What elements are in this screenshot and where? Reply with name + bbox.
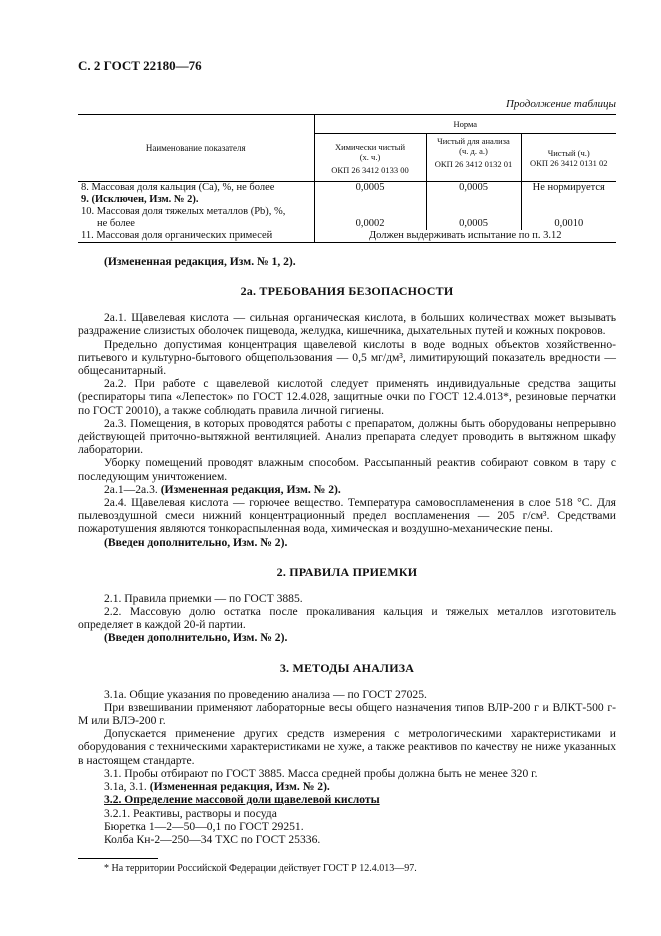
table-row: 10. Массовая доля тяжелых металлов (Pb), %, не более 0,0002 0,0005 0,0010 (78, 206, 616, 230)
paragraph: Допускается применение других средств измерения с метрологическими характеристиками и оборудования с техническими характеристиками не хуже, а также реактивов по качеству не ниже указанных в настоящем стандарте. (78, 727, 616, 767)
page-header: С. 2 ГОСТ 22180—76 (78, 58, 202, 73)
table-row: 9. (Исключен, Изм. № 2). (78, 194, 616, 206)
paragraph: 3.1а. Общие указания по проведению анализа — по ГОСТ 27025. (104, 687, 427, 701)
subsection-title: 3.2. Определение массовой доли щавелевой кислоты (104, 793, 380, 807)
paragraph: Бюретка 1—2—50—0,1 по ГОСТ 29251. (104, 819, 304, 833)
table-continuation-note: Продолжение таблицы (505, 98, 616, 110)
paragraph: 2а.1—2а.3. (Измененная редакция, Изм. № 2). (104, 482, 341, 496)
paragraph: 2а.2. При работе с щавелевой кислотой следует применять индивидуальные средства защиты (респираторы типа «Лепесток» по ГОСТ 12.4.028, защитные очки по ГОСТ 12.4.013*, резиновые перчатки по ГОСТ 20010), а также соблюдать правила личной гигиены. (78, 377, 616, 417)
table-header-grade-2: Чистый для анализа (ч. д. а.) ОКП 26 3412 0132 01 (426, 134, 521, 182)
section-title-acceptance: 2. ПРАВИЛА ПРИЕМКИ (276, 564, 418, 579)
paragraph: 2.2. Массовую долю остатка после прокаливания кальция и тяжелых металлов изготовитель определяет в каждой 20-й партии. (78, 605, 616, 632)
paragraph: 2а.3. Помещения, в которых проводятся работы с препаратом, должны быть оборудованы непрерывно действующей приточно-вытяжной вентиляцией. Анализ препарата следует проводить в вытяжном шкафу лаборатории. (78, 416, 616, 457)
section-title-methods: 3. МЕТОДЫ АНАЛИЗА (279, 660, 415, 675)
footnote: * На территории Российской Федерации действует ГОСТ Р 12.4.013—97. (104, 863, 417, 875)
paragraph: Колба Кн-2—250—34 ТХС по ГОСТ 25336. (104, 832, 321, 846)
paragraph: Уборку помещений проводят влажным способом. Рассыпанный реактив собирают совком в тару с последующим уничтожением. (78, 456, 616, 483)
paragraph: 3.1а, 3.1. (Измененная редакция, Изм. № 2). (104, 780, 330, 794)
paragraph: При взвешивании применяют лабораторные весы общего назначения типов ВЛР-200 г и ВЛКТ-500 г-М или ВЛЭ-200 г. (78, 700, 616, 728)
norm-table (78, 114, 616, 243)
edit-note: (Введен дополнительно, Изм. № 2). (104, 631, 288, 645)
edit-note: (Измененная редакция, Изм. № 1, 2). (104, 255, 296, 268)
footnote-divider (78, 858, 158, 859)
table-header-name: Наименование показателя (78, 115, 314, 182)
section-title-safety: 2а. ТРЕБОВАНИЯ БЕЗОПАСНОСТИ (240, 284, 454, 299)
paragraph: 2а.4. Щавелевая кислота — горючее вещество. Температура самовоспламенения в слое 518 °С. Для пылевоздушной смеси нижний концентрационный предел воспламенения — 205 г/см³. Средствами пожаротушения являются тонкораспыленная вода, химическая и воздушно-механические пены. (78, 496, 616, 536)
paragraph: 2а.1. Щавелевая кислота — сильная органическая кислота, в больших количествах может вызывать раздражение слизистых оболочек пищевода, желудка, кишечника, дыхательных путей и кожных покровов. (78, 311, 616, 338)
table-header-grade-3: Чистый (ч.) ОКП 26 3412 0131 02 (521, 134, 616, 182)
document-page (78, 58, 616, 874)
table-header-grade-1: Химически чистый (х. ч.) ОКП 26 3412 0133 00 (314, 134, 426, 182)
paragraph: 2.1. Правила приемки — по ГОСТ 3885. (104, 591, 303, 605)
table-header-norm: Норма (314, 115, 616, 134)
table-row: 8. Массовая доля кальция (Ca), %, не более 0,0005 0,0005 Не нормируется (78, 182, 616, 195)
edit-note: (Введен дополнительно, Изм. № 2). (104, 535, 288, 549)
paragraph: Предельно допустимая концентрация щавелевой кислоты в воде водных объектов хозяйственно-питьевого и культурно-бытового общепользования — 0,5 мг/дм³, лимитирующий показатель вредности — общесанитарный. (78, 337, 616, 378)
paragraph: 3.2.1. Реактивы, растворы и посуда (104, 806, 277, 820)
table-row: 11. Массовая доля органических примесей Должен выдерживать испытание по п. 3.12 (78, 230, 616, 243)
paragraph: 3.1. Пробы отбирают по ГОСТ 3885. Масса средней пробы должна быть не менее 320 г. (104, 766, 538, 780)
